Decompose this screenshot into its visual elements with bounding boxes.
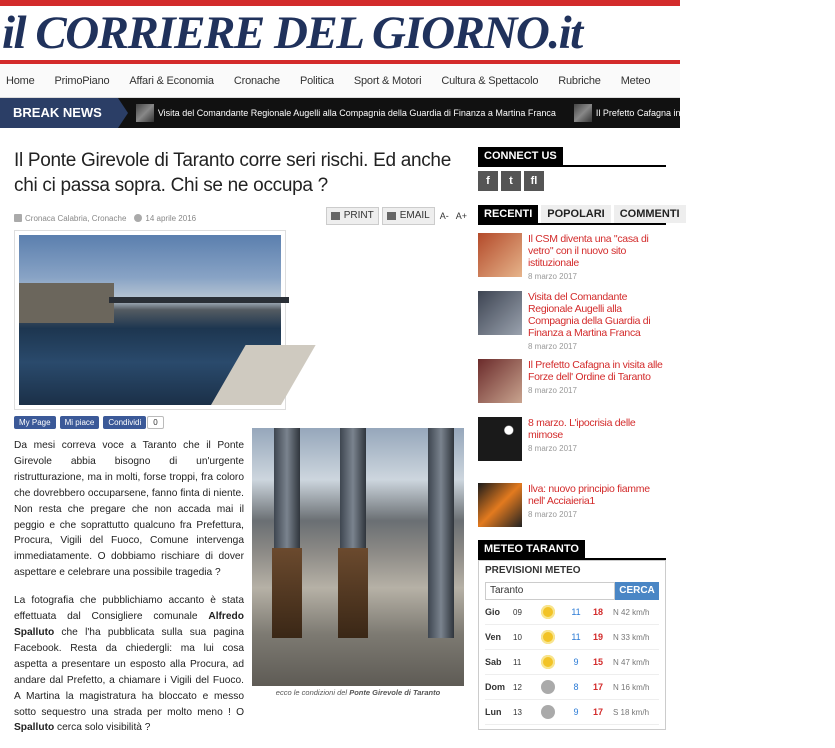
forecast-row: Ven 10 11 19 N 33 km/h <box>485 625 659 650</box>
paragraph: Da mesi correva voce a Taranto che il Ponte Girevole abbia bisogno di un'urgente ristrutturazione, ma in molti, forse troppi, fra coloro che dovrebbero occuparsene, fanno finta di niente. Non resta che pregare che non accada mai il peggio e che soprattutto qualcuno fra Prefettura, Procura, Vigili del Fuoco, Comune intervenga immediatamente. O dobbiamo rischiare di dover aspettare e celebrare una possibile tragedia ? <box>14 440 244 579</box>
facebook-icon[interactable]: f <box>478 171 498 191</box>
printer-icon <box>331 212 340 220</box>
post-thumb <box>478 359 522 403</box>
site-logo[interactable]: il CORRIERE DEL GIORNO.it <box>2 7 582 59</box>
myspace-button[interactable]: My Page <box>14 416 56 429</box>
tab-recenti[interactable]: RECENTI <box>478 205 538 223</box>
social-icons <box>478 171 666 191</box>
meteo-widget <box>478 539 666 730</box>
tab-commenti[interactable]: COMMENTI <box>614 205 686 223</box>
main-nav <box>0 64 680 98</box>
nav-sport[interactable]: Sport & Motori <box>353 74 422 87</box>
meteo-heading: METEO TARANTO <box>478 540 585 558</box>
sun-icon <box>541 630 555 644</box>
article-photo-pillars <box>252 428 464 696</box>
ticker-thumb <box>574 104 592 122</box>
forecast-row: Lun 13 9 17 S 18 km/h <box>485 700 659 725</box>
font-smaller-button[interactable]: A- <box>438 207 451 225</box>
ticker-item[interactable]: Visita del Comandante Regionale Augelli alla Compagnia della Guardia di Finanza a Martina Franca <box>136 104 556 122</box>
sidebar-tabs <box>478 205 680 225</box>
sun-icon <box>541 655 555 669</box>
article-body <box>14 438 244 748</box>
tab-popolari[interactable]: POPOLARI <box>541 205 610 223</box>
article-tools <box>323 207 469 225</box>
sidebar <box>478 146 680 730</box>
article-meta <box>14 207 469 229</box>
print-button[interactable]: PRINT <box>326 207 379 225</box>
recent-post[interactable]: Il Prefetto Cafagna in visita alle Forze dell' Ordine di Taranto 8 marzo 2017 <box>478 359 666 409</box>
post-thumb <box>478 291 522 335</box>
nav-politica[interactable]: Politica <box>299 74 334 87</box>
flickr-icon[interactable]: fl <box>524 171 544 191</box>
photo-caption: ecco le condizioni del Ponte Girevole di Taranto <box>275 688 441 697</box>
forecast-row: Gio 09 11 18 N 42 km/h <box>485 600 659 625</box>
share-button[interactable]: Condividi <box>103 416 146 429</box>
paragraph: La fotografia che pubblichiamo accanto è stata effettuata dal Consigliere comunale Alfredo Spalluto che l'ha pubblicata sulla sua pagina Facebook. Resta da chiedergli: ma lui cosa aspetta a presentare un esposto alla Procura, ad andare dal Prefetto, a chiamare i Vigili del Fuoco. A Martina la magistratura ha bloccato e messo sotto sequestro una strada per molto meno ! O Spalluto cerca solo visibilità ? <box>14 595 244 734</box>
article-categories[interactable]: Cronaca Calabria, Cronache <box>25 213 127 223</box>
ticker-thumb <box>136 104 154 122</box>
meteo-subheading: PREVISIONI METEO <box>485 565 581 576</box>
facebook-like-button[interactable]: Mi piace <box>60 416 100 429</box>
post-thumb <box>478 233 522 277</box>
envelope-icon <box>387 212 396 220</box>
clock-icon <box>134 214 142 222</box>
recent-post[interactable]: Il CSM diventa una "casa di vetro" con il nuovo sito istituzionale 8 marzo 2017 <box>478 233 666 283</box>
site-tld: .it <box>548 7 582 59</box>
recent-post[interactable]: Ilva: nuovo principio fiamme nell' Acciaieria1 8 marzo 2017 <box>478 483 666 533</box>
twitter-icon[interactable]: t <box>501 171 521 191</box>
nav-affari[interactable]: Affari & Economia <box>129 74 214 87</box>
cloud-icon <box>541 680 555 694</box>
cloud-icon <box>541 705 555 719</box>
city-input[interactable]: Taranto <box>485 582 615 600</box>
recent-post[interactable]: Visita del Comandante Regionale Augelli alla Compagnia della Guardia di Finanza a Martina Franca 8 marzo 2017 <box>478 291 666 351</box>
post-thumb <box>478 483 522 527</box>
nav-rubriche[interactable]: Rubriche <box>558 74 601 87</box>
share-count: 0 <box>147 416 163 429</box>
forecast-row: Sab 11 9 15 N 47 km/h <box>485 650 659 675</box>
nav-meteo[interactable]: Meteo <box>620 74 651 87</box>
search-button[interactable]: CERCA <box>615 582 659 600</box>
email-button[interactable]: EMAIL <box>382 207 435 225</box>
ticker-label: BREAK NEWS <box>0 98 118 128</box>
news-ticker <box>0 98 835 128</box>
nav-cultura[interactable]: Cultura & Spettacolo <box>441 74 539 87</box>
font-bigger-button[interactable]: A+ <box>454 207 469 225</box>
sun-icon <box>541 605 555 619</box>
nav-cronache[interactable]: Cronache <box>233 74 280 87</box>
forecast-row: Dom 12 8 17 N 16 km/h <box>485 675 659 700</box>
post-thumb <box>478 417 522 461</box>
masthead <box>0 0 680 64</box>
article <box>14 148 469 734</box>
share-bar <box>14 416 168 429</box>
article-title: Il Ponte Girevole di Taranto corre seri rischi. Ed anche chi ci passa sopra. Chi se ne occupa ? <box>14 150 451 196</box>
connect-heading: CONNECT US <box>478 147 563 165</box>
nav-home[interactable]: Home <box>6 74 35 87</box>
article-date: 14 aprile 2016 <box>145 213 197 223</box>
folder-icon <box>14 214 22 222</box>
recent-post[interactable]: 8 marzo. L'ipocrisia delle mimose 8 marzo 2017 <box>478 417 666 475</box>
nav-primopiano[interactable]: PrimoPiano <box>54 74 110 87</box>
ticker-item[interactable]: Il Prefetto Cafagna in visita alle Forze dell' Ordine di Taranto <box>574 104 835 122</box>
article-photo-bridge <box>14 230 286 410</box>
